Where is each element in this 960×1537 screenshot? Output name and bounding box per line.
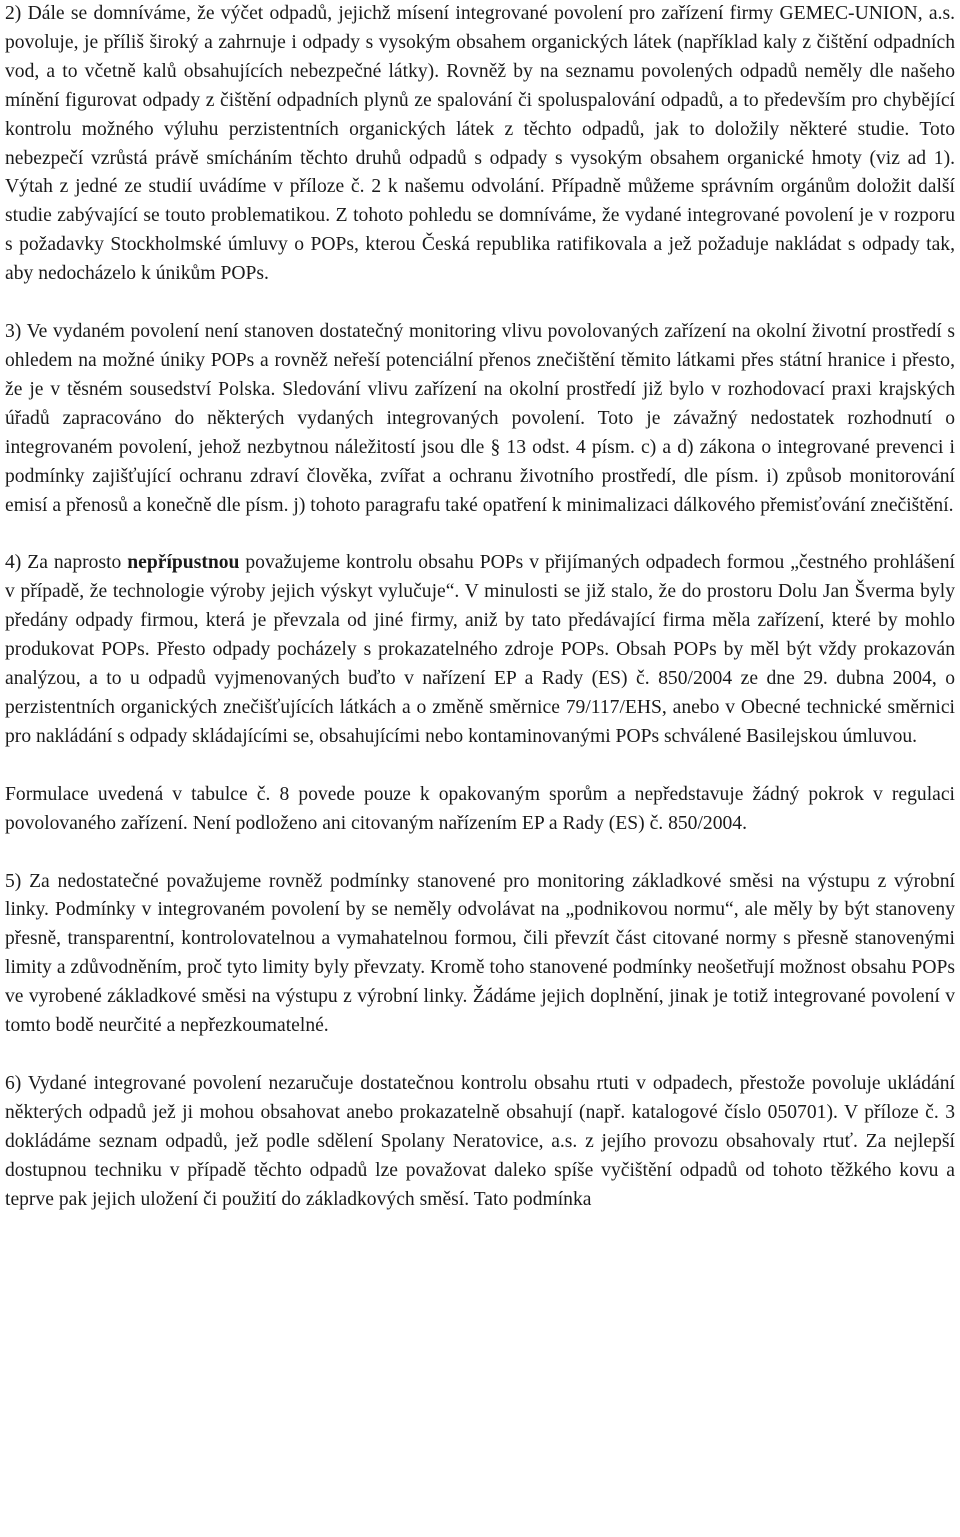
document-body: [5, 0, 955, 1215]
paragraph-text: 6) Vydané integrované povolení nezaručuje dostatečnou kontrolu obsahu rtuti v odpadech, přestože povoluje ukládání některých odpadů jež ji mohou obsahovat anebo prokazatelně obsahují (např. katalogové číslo 050701). V příloze č. 3 dokládáme seznam odpadů, jež podle sdělení Spolany Neratovice, a.s. z jejího provozu obsahovaly rtuť. Za nejlepší dostupnou techniku v případě těchto odpadů lze považovat daleko spíše vyčištění odpadů od tohoto těžkého kovu a teprve pak jejich uložení či použití do základkových směsí. Tato podmínka: [5, 1073, 955, 1210]
paragraph-5: [5, 868, 955, 1041]
paragraph-4-formulation: [5, 781, 955, 839]
paragraph-text-before: 4) Za naprosto: [5, 552, 128, 574]
paragraph-text: 2) Dále se domníváme, že výčet odpadů, jejichž mísení integrované povolení pro zařízení firmy GEMEC-UNION, a.s. povoluje, je příliš široký a zahrnuje i odpady s vysokým obsahem organických látek (například kaly z čištění odpadních vod, a to včetně kalů obsahujících nebezpečné látky). Rovněž by na seznamu povolených odpadů neměly dle našeho mínění figurovat odpady z čištění odpadních plynů ze spalování či spoluspalování odpadů, a to především pro chybějící kontrolu možného výluhu perzistentních organických látek z těchto odpadů, jak to doložily některé studie. Toto nebezpečí vzrůstá právě smícháním těchto druhů odpadů s odpady s vysokým obsahem organické hmoty (viz ad 1). Výtah z jedné ze studií uvádíme v příloze č. 2 k našemu odvolání. Případně můžeme správním orgánům doložit další studie zabývající se touto problematikou. Z tohoto pohledu se domníváme, že vydané integrované povolení je v rozporu s požadavky Stockholmské úmluvy o POPs, kterou Česká republika ratifikovala a jež požaduje nakládat s odpady tak, aby nedocházelo k únikům POPs.: [5, 3, 955, 285]
paragraph-4: [5, 549, 955, 751]
paragraph-text: 3) Ve vydaném povolení není stanoven dostatečný monitoring vlivu povolovaných zařízení na okolní životní prostředí s ohledem na možné úniky POPs a rovněž neřeší potenciální přenos znečištění těmito látkami přes státní hranice i přesto, že je v těsném sousedství Polska. Sledování vlivu zařízení na okolní prostředí již bylo v rozhodovací praxi krajských úřadů zapracováno do některých vydaných integrovaných povolení. Toto je závažný nedostatek rozhodnutí o integrovaném povolení, jehož nezbytnou náležitostí jsou dle § 13 odst. 4 písm. c) a d) zákona o integrované prevenci i podmínky zajišťující ochranu zdraví člověka, zvířat a ochranu životního prostředí, dle písm. i) způsob monitorování emisí a přenosů a konečně dle písm. j) tohoto paragrafu také opatření k minimalizaci dálkového přemisťování znečištění.: [5, 321, 955, 516]
paragraph-3: [5, 318, 955, 520]
paragraph-text-after: považujeme kontrolu obsahu POPs v přijímaných odpadech formou „čestného prohlášení v případě, že technologie výroby jejich výskyt vylučuje“. V minulosti se již stalo, že do prostoru Dolu Jan Šverma byly předány odpady firmou, která je převzala od jiné firmy, aniž by tato předávající firma měla zařízení, které by mohlo produkovat POPs. Přesto odpady pocházely s prokazatelného zdroje POPs. Obsah POPs by měl být vždy prokazován analýzou, a to u odpadů vyjmenovaných buďto v nařízení EP a Rady (ES) č. 850/2004 ze dne 29. dubna 2004, o perzistentních organických znečišťujících látkách a o změně směrnice 79/117/EHS, anebo v Obecné technické směrnici pro nakládání s odpady skládajícími se, obsahujícími nebo kontaminovanými POPs schválené Basilejskou úmluvou.: [5, 552, 955, 747]
paragraph-text: Formulace uvedená v tabulce č. 8 povede pouze k opakovaným sporům a nepředstavuje žádný pokrok v regulaci povolovaného zařízení. Není podloženo ani citovaným nařízením EP a Rady (ES) č. 850/2004.: [5, 783, 955, 834]
paragraph-text: 5) Za nedostatečné považujeme rovněž podmínky stanovené pro monitoring základkové směsi na výstupu z výrobní linky. Podmínky v integrovaném povolení by se neměly odvolávat na „podnikovou normu“, ale měly by být stanoveny přesně, transparentní, kontrolovatelnou a vymahatelnou formou, čili převzít část citované normy s přesně stanovenými limity a zdůvodněním, proč tyto limity byly převzaty. Kromě toho stanovené podmínky neošetřují možnost obsahu POPs ve vyrobené základkové směsi na výstupu z výrobní linky. Žádáme jejich doplnění, jinak je totiž integrované povolení v tomto bodě neurčité a nepřezkoumatelné.: [5, 870, 955, 1037]
emphasis-nepripustnou: nepřípustnou: [127, 552, 240, 574]
paragraph-6: [5, 1070, 955, 1215]
paragraph-2: [5, 0, 955, 289]
